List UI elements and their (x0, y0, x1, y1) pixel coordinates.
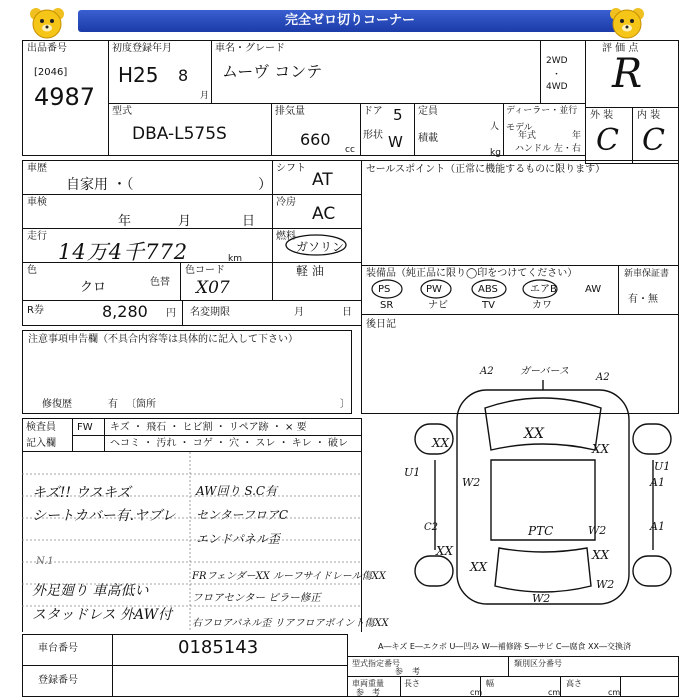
handnote-right-1: AW回り S.C有 (196, 484, 278, 498)
dmg-xx-fr: XX (592, 442, 610, 456)
first-reg-label: 初度登録年月 (112, 43, 172, 54)
dmg-a2-right: A2 (596, 372, 610, 383)
handnote-right-5: FRフェンダーXX ルーフサイドレール傷XX (192, 571, 386, 582)
spec-ref-3: 参 (356, 688, 364, 697)
title-change-label: 名変期限 (190, 307, 230, 318)
inspector-label: 検査員 (26, 422, 56, 433)
dmg-w2-right: W2 (588, 524, 607, 537)
spec-unit-height: cm (608, 688, 621, 697)
car-damage-diagram (395, 360, 695, 630)
shape-label: 形状 (363, 130, 383, 141)
notes-label: 注意事項申告欄（不具合内容等は具体的に記入して下さい） (28, 334, 298, 345)
history-close: ） (258, 177, 272, 193)
inspection-label: 車検 (27, 197, 47, 208)
inspector-row2: ヘコミ ・ 汚れ ・ コゲ ・ 穴 ・ スレ ・ キレ ・ 破レ (110, 438, 349, 449)
equip-ps: PS (378, 284, 391, 295)
dmg-a2-left: A2 (480, 366, 494, 377)
doors-label: ドア (363, 106, 383, 117)
equipment-label: 装備品（純正品に限り◯印をつけてください） (366, 268, 578, 279)
inspection-year: 年 (118, 214, 132, 229)
spec-ref-1: 参 (395, 667, 403, 676)
lot-label: 出品番号 (27, 43, 67, 54)
car-name-label: 車名・グレード (215, 43, 285, 54)
model-value: DBA-L575S (132, 124, 227, 144)
load-unit: kg (490, 148, 501, 158)
spec-weight: 車両重量 (352, 679, 384, 688)
color-code-label: 色コード (185, 265, 225, 276)
spec-length: 長さ (404, 679, 420, 688)
spec-ref-4: 考 (372, 688, 380, 697)
lot-sub: [2046] (34, 67, 68, 78)
exterior-value: C (596, 123, 619, 158)
color-code: X07 (196, 278, 230, 298)
shift-value: AT (312, 170, 333, 190)
equip-abs: ABS (478, 284, 498, 295)
history-label: 車歴 (27, 163, 47, 174)
drive-box (540, 40, 586, 104)
drive-4wd: 4WD (546, 82, 568, 92)
color-tone-label: 色替 (150, 277, 170, 288)
inspection-day: 日 (242, 214, 256, 229)
grade-value: R (612, 51, 643, 97)
sales-points-box (361, 160, 679, 266)
recycle-label: R券 (27, 305, 44, 316)
dmg-u1-left: U1 (404, 466, 421, 479)
dealer-model: モデル (506, 123, 533, 133)
dealer-handle: ハンドル 左・右 (515, 144, 581, 154)
handnote-left-5: 外足廻り 車高低い (32, 583, 149, 599)
recycle-unit: 円 (166, 308, 176, 319)
dmg-garnish: ガーバース (520, 366, 569, 377)
dealer-year: 年式 (518, 131, 537, 141)
bear-mascot-icon (608, 6, 646, 40)
shape-value: W (388, 133, 403, 151)
doors-value: 5 (393, 106, 403, 124)
repair-label: 修復歴 (42, 399, 72, 410)
handnote-right-2: センターフロアC (196, 508, 289, 522)
title-change-day: 日 (342, 307, 352, 318)
handnote-right-7: 右フロアパネル歪 リアフロアポイント傷XX (192, 618, 389, 629)
dmg-xx-fl: XX (432, 436, 450, 450)
handnote-left-4: N.1 (36, 556, 54, 567)
repair-close: 〕 (340, 399, 350, 410)
fuel-gasoline: ガソリン (296, 240, 345, 254)
header-title: 完全ゼロ切りコーナー (284, 13, 415, 28)
ac-label: 冷房 (276, 197, 296, 208)
inspector-label-2: 記入欄 (26, 438, 56, 449)
spec-unit-length: cm (470, 688, 483, 697)
dmg-w2-rear: W2 (532, 592, 551, 605)
bear-mascot-icon (28, 6, 66, 40)
dmg-a1-right: A1 (650, 476, 665, 489)
sales-points-label: セールスポイント（正常に機能するものに限ります） (366, 164, 606, 175)
repair-value: 有 (108, 399, 118, 410)
first-reg-month: 8 (178, 66, 189, 85)
displacement-value: 660 (300, 130, 331, 149)
grade-label: 評 価 点 (602, 43, 639, 54)
month-unit: 月 (200, 91, 210, 101)
capacity-label: 定員 (418, 106, 438, 117)
spec-width: 幅 (486, 679, 494, 688)
registration-label: 登録番号 (38, 675, 78, 686)
lot-number: 4987 (34, 83, 96, 111)
dmg-xx-rr: XX (592, 548, 610, 562)
equip-pw: PW (426, 284, 442, 295)
spec-unit-width: cm (548, 688, 561, 697)
handnote-right-6: フロアセンター ピラー修正 (192, 592, 321, 604)
dmg-a1-right-2: A1 (650, 520, 665, 533)
fuel-circle-mark (282, 232, 352, 258)
spec-ref-2: 考 (412, 667, 420, 676)
damage-legend: A―キズ E―エクボ U―凹み W―補修跡 S―サビ C―腐食 XX―交換済 (378, 642, 632, 651)
fuel-label: 燃料 (276, 231, 296, 242)
first-reg-year: H25 (118, 63, 159, 87)
handnote-left-6: スタッドレス 外AW付 (32, 607, 172, 623)
chassis-value: 0185143 (178, 637, 259, 658)
mileage-label: 走行 (27, 231, 47, 242)
chassis-label: 車台番号 (38, 643, 78, 654)
dmg-xx-hood: XX (524, 426, 544, 442)
shift-label: シフト (276, 163, 306, 174)
aftercare-label: 後日記 (366, 319, 396, 330)
spec-type-no: 型式指定番号 (352, 659, 400, 668)
inspector-row1: キズ ・ 飛石 ・ ヒビ割 ・ リペア跡 ・ × 要 (110, 422, 307, 433)
interior-label: 内 装 (637, 110, 661, 121)
dmg-ptc: PTC (528, 524, 554, 538)
equipment-circle-marks (368, 276, 588, 300)
displacement-unit: cc (345, 145, 355, 155)
warranty-label: 新車保証書 (624, 269, 670, 279)
color-label: 色 (27, 265, 37, 276)
drive-2wd: 2WD (546, 56, 568, 66)
spec-height: 高さ (566, 679, 582, 688)
dmg-u1-right: U1 (654, 460, 671, 473)
fuel-diesel: 軽 油 (296, 264, 324, 278)
equip-sr: SR (380, 300, 394, 311)
ac-value: AC (312, 204, 336, 224)
dealer-label: ディーラー・並行 (506, 106, 578, 116)
handnote-right-3: エンドパネル歪 (196, 532, 280, 546)
title-change-month: 月 (294, 307, 304, 318)
mileage-value: 14万4千772 (58, 240, 189, 264)
dmg-w2-left: W2 (462, 476, 481, 489)
model-label: 型式 (112, 106, 132, 117)
warranty-value: 有・無 (628, 294, 658, 305)
history-value: 自家用 ・（ (66, 177, 134, 193)
handnote-left-1: キズ!! ウスキズ (32, 485, 131, 501)
spec-class-no: 類別区分番号 (514, 659, 562, 668)
dealer-year-unit: 年 (572, 131, 582, 141)
exterior-label: 外 装 (590, 110, 614, 121)
equip-leather: カワ (532, 300, 552, 311)
inspection-month: 月 (178, 214, 192, 229)
equip-navi: ナビ (428, 300, 448, 311)
equip-aw: AW (585, 284, 602, 295)
dmg-c2: C2 (424, 522, 439, 533)
displacement-label: 排気量 (275, 106, 305, 117)
mileage-unit: km (228, 254, 242, 264)
dmg-xx-rl: XX (436, 544, 454, 558)
recycle-value: 8,280 (102, 302, 148, 321)
equip-airbag: エアB (530, 284, 557, 295)
handnote-left-2: シートカバー有.ヤブレ (32, 508, 176, 524)
repair-place: 〔箇所 (126, 399, 156, 410)
equip-tv: TV (482, 300, 495, 311)
car-name: ムーヴ コンテ (222, 62, 323, 81)
color-value: クロ (80, 280, 107, 295)
dmg-w2-rr: W2 (596, 578, 615, 591)
inspector-fw: FW (77, 422, 93, 433)
dmg-xx-rl2: XX (470, 560, 488, 574)
load-label: 積載 (418, 133, 438, 144)
interior-value: C (642, 123, 665, 158)
capacity-unit: 人 (490, 122, 500, 132)
